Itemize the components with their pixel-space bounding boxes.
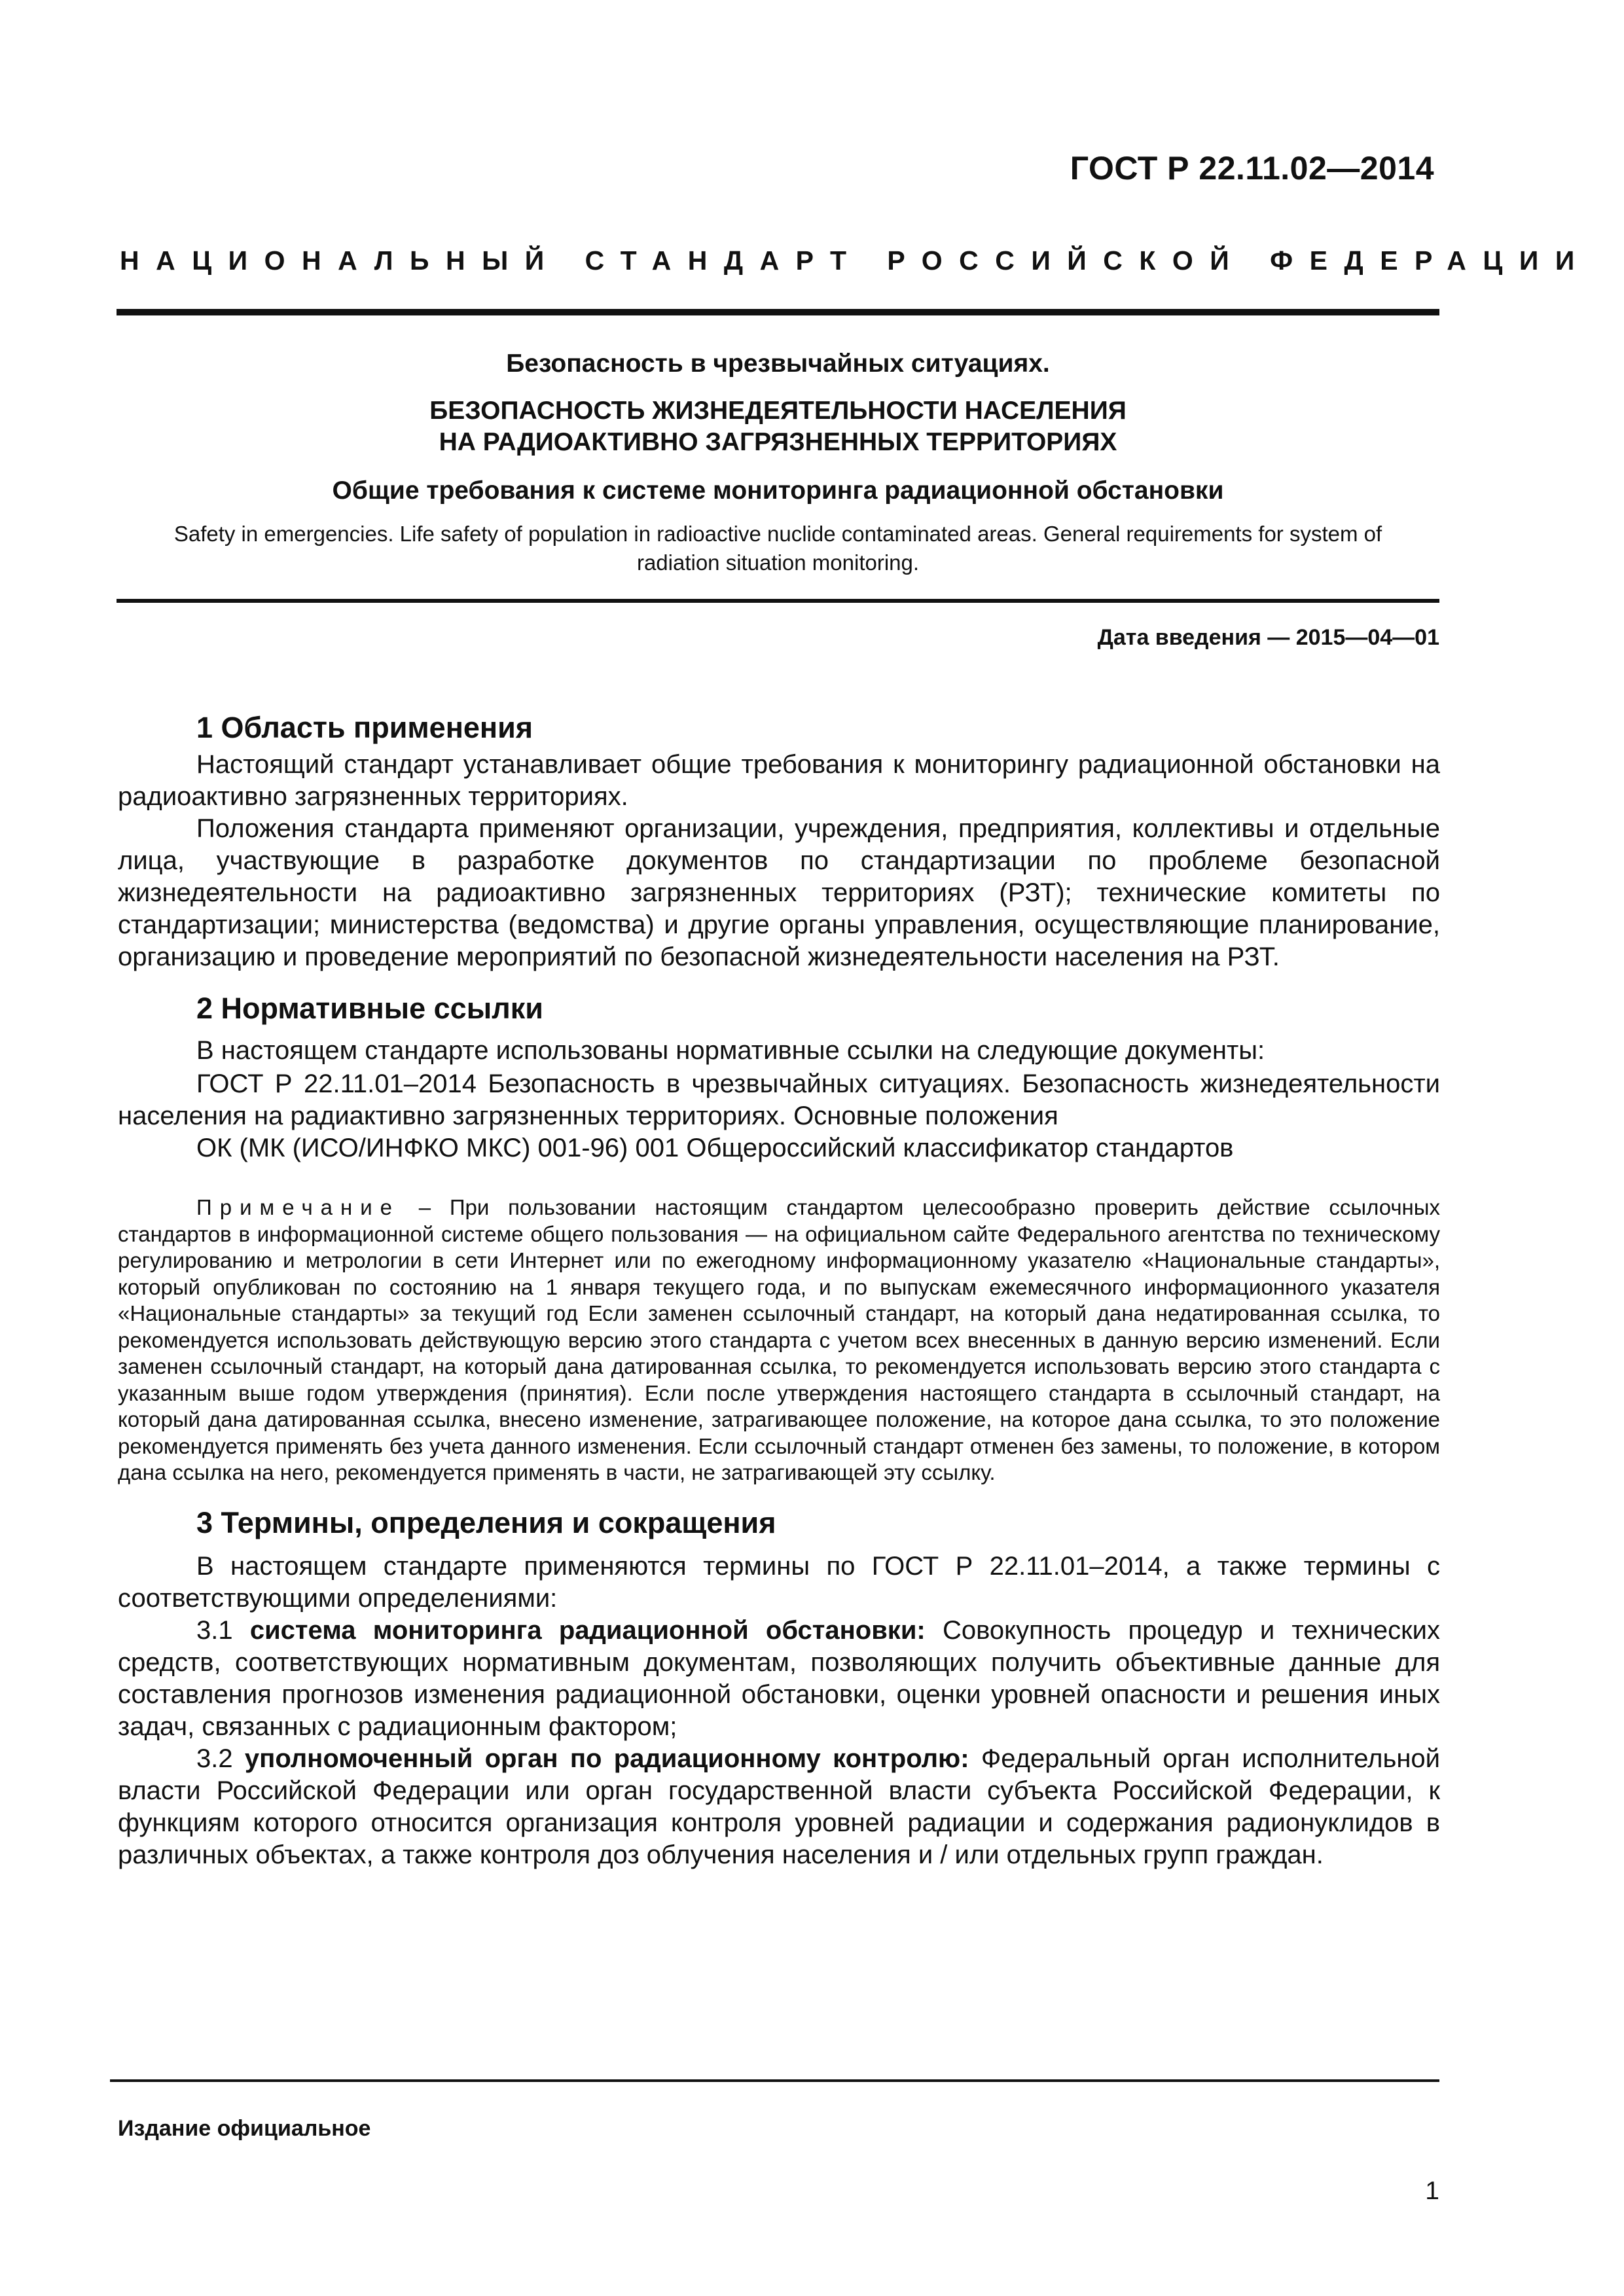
section-1-heading: 1 Область применения: [196, 711, 533, 744]
page-number: 1: [1425, 2177, 1439, 2205]
normative-reference-2: ОК (МК (ИСО/ИНФКО МКС) 001-96) 001 Общероссийский классификатор стандартов: [196, 1134, 1234, 1162]
title-block: [117, 347, 1439, 577]
standard-code: ГОСТ Р 22.11.02—2014: [1070, 150, 1434, 187]
term-3-1-definition: Совокупность процедур и технических средств, соответствующих нормативным документам, позволяющих получить объективные данные для составления прогнозов изменения радиационной обстановки, оценки уровней опасности и решения иных задач, связанных с радиационным фактором;: [118, 1615, 1440, 1741]
section-2-paragraph-1: В настоящем стандарте использованы нормативные ссылки на следующие документы:: [196, 1036, 1265, 1065]
title-main-line-1: БЕЗОПАСНОСТЬ ЖИЗНЕДЕЯТЕЛЬНОСТИ НАСЕЛЕНИЯ: [429, 397, 1127, 425]
title-main-line-2: НА РАДИОАКТИВНО ЗАГРЯЗНЕННЫХ ТЕРРИТОРИЯХ: [439, 428, 1117, 456]
official-edition-label: Издание официальное: [118, 2116, 371, 2141]
term-3-2-title: уполномоченный орган по радиационному контролю:: [244, 1744, 969, 1773]
title-category: Безопасность в чрезвычайных ситуациях.: [506, 350, 1050, 378]
term-3-1-title: система мониторинга радиационной обстановки:: [249, 1615, 926, 1645]
title-divider: [117, 599, 1439, 603]
section-3-heading: 3 Термины, определения и сокращения: [196, 1505, 776, 1539]
term-3-2: [118, 1743, 1440, 1871]
title-english: Safety in emergencies. Life safety of population in radioactive nuclide contaminated areas. General requirements for system of radiation situation monitoring.: [173, 522, 1382, 575]
top-divider: [117, 309, 1439, 315]
term-3-2-number: 3.2: [196, 1744, 245, 1773]
note-label: Примечание: [196, 1195, 401, 1219]
note-text: – При пользовании настоящим стандартом целесообразно проверить действие ссылочных стандартов в информационной системе общего пользования — на официальном сайте Федерального агентства по техническому регулированию и метрологии в сети Интернет или по ежегодному информационному указателю «Национальные стандарты», который опубликован по состоянию на 1 января текущего года, и по выпускам ежемесячного информационного указателя «Национальные стандарты» за текущий год Если заменен ссылочный стандарт, на который дана недатированная ссылка, то рекомендуется использовать действующую версию этого стандарта с учетом всех внесенных в данную версию изменений. Если заменен ссылочный стандарт, на который дана датированная ссылка, то рекомендуется использовать версию этого стандарта с указанным выше годом утверждения (принятия). Если после утверждения настоящего стандарта в ссылочный стандарт, на который дана датированная ссылка, внесено изменение, затрагивающее положение, на которое дана ссылка, то это положение рекомендуется применять без учета данного изменения. Если ссылочный стандарт отменен без замены, то положение, в котором дана ссылка на него, рекомендуется применять в части, не затрагивающей эту ссылку.: [118, 1195, 1440, 1484]
note-paragraph: [118, 1194, 1440, 1486]
section-2-heading: 2 Нормативные ссылки: [196, 992, 543, 1025]
title-main: [117, 395, 1439, 458]
section-3-paragraph-1: В настоящем стандарте применяются термины по ГОСТ Р 22.11.01–2014, а также термины с соответствующими определениями:: [118, 1551, 1440, 1613]
national-standard-banner: НАЦИОНАЛЬНЫЙ СТАНДАРТ РОССИЙСКОЙ ФЕДЕРАЦИИ: [120, 245, 1591, 276]
introduction-date: Дата введения — 2015—04—01: [1097, 625, 1439, 650]
normative-reference-1: ГОСТ Р 22.11.01–2014 Безопасность в чрезвычайных ситуациях. Безопасность жизнедеятельности населения на радиактивно загрязненных территориях. Основные положения: [118, 1069, 1440, 1130]
title-subtitle: Общие требования к системе мониторинга радиационной обстановки: [332, 476, 1224, 505]
term-3-2-definition: Федеральный орган исполнительной власти Российской Федерации или орган государственной власти субъекта Российской Федерации, к функциям которого относится организация контроля уровней радиации и содержания радионуклидов в различных объектах, а также контроля доз облучения населения и / или отдельных групп граждан.: [118, 1744, 1441, 1869]
section-1-paragraph-1: Настоящий стандарт устанавливает общие требования к мониторингу радиационной обстановки на радиоактивно загрязненных территориях.: [118, 750, 1440, 811]
footer-divider: [110, 2079, 1439, 2082]
document-body: [118, 707, 1440, 1871]
term-3-1-number: 3.1: [196, 1615, 250, 1645]
section-1-paragraph-2: Положения стандарта применяют организации, учреждения, предприятия, коллективы и отдельные лица, участвующие в разработке документов по стандартизации по проблеме безопасной жизнедеятельности на радиоактивно загрязненных территориях (РЗТ); технические комитеты по стандартизации; министерства (ведомства) и другие органы управления, осуществляющие планирование, организацию и проведение мероприятий по безопасной жизнедеятельности населения на РЗТ.: [118, 814, 1440, 971]
term-3-1: [118, 1615, 1440, 1743]
